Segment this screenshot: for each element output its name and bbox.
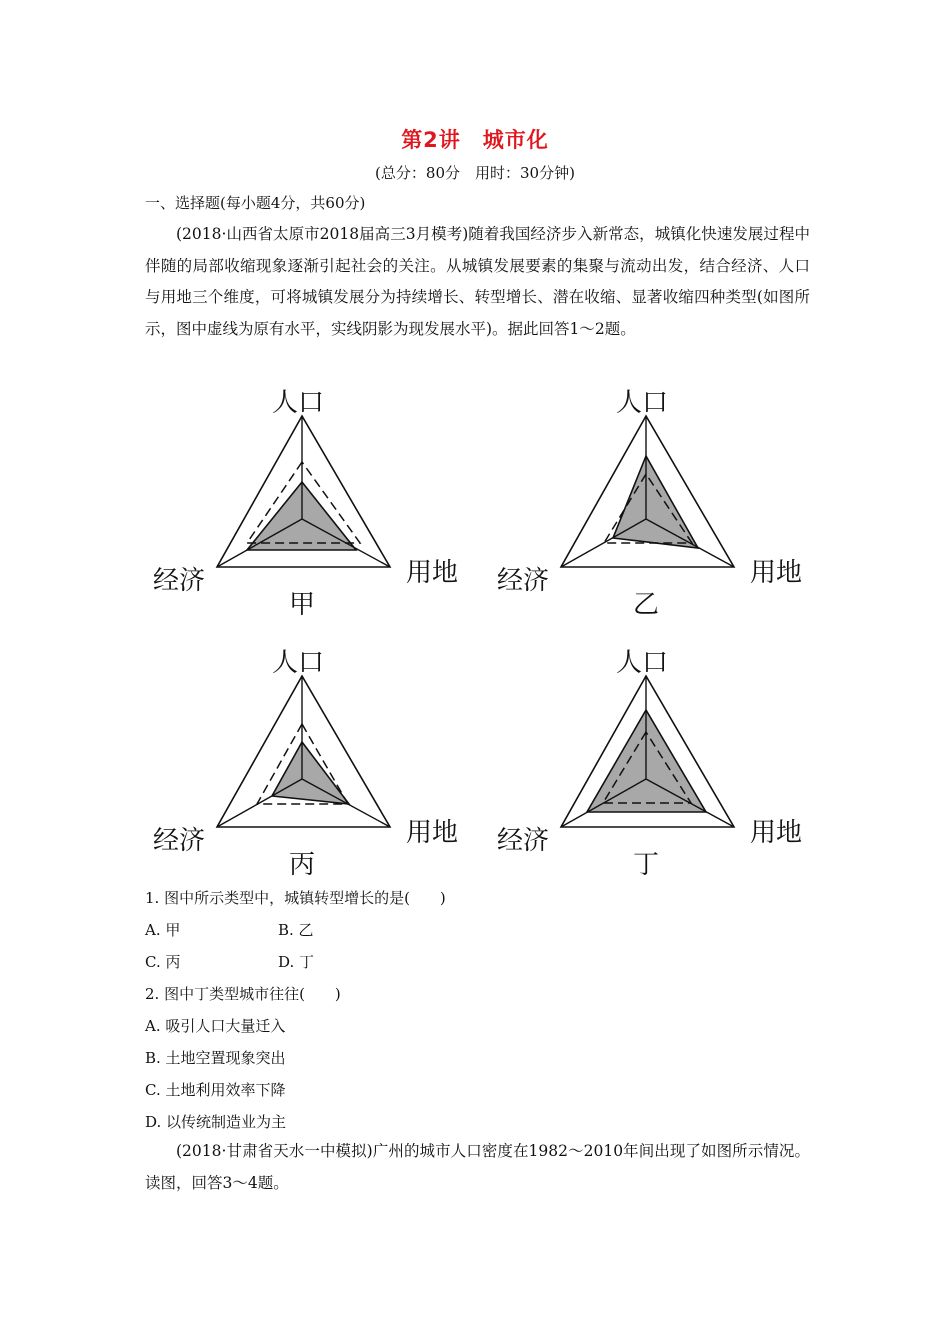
label-population: 人口 [272, 388, 325, 418]
radar-diagram-yi [494, 380, 814, 620]
label-land: 用地 [750, 558, 803, 588]
label-economy: 经济 [497, 566, 550, 596]
question-2-option-c[interactable]: C. 土地利用效率下降 [145, 1081, 286, 1099]
question-1-option-c[interactable]: C. 丙 [145, 953, 181, 971]
diagram-caption: 丁 [633, 850, 660, 880]
label-population: 人口 [616, 388, 669, 418]
label-land: 用地 [406, 818, 459, 848]
diagram-caption: 乙 [633, 590, 660, 620]
current-level-shade [272, 742, 349, 804]
question-2-option-d[interactable]: D. 以传统制造业为主 [145, 1113, 287, 1131]
label-population: 人口 [272, 648, 325, 678]
label-land: 用地 [750, 818, 803, 848]
intro-paragraph-2: (2018·甘肃省天水一中模拟)广州的城市人口密度在1982～2010年间出现了如图所示情况。读图，回答3～4题。 [145, 1142, 810, 1192]
radar-diagram-jia [150, 380, 470, 620]
question-2-stem: 2. 图中丁类型城市往往( ) [145, 985, 341, 1003]
radar-diagram-ding [494, 640, 814, 880]
question-2-option-a[interactable]: A. 吸引人口大量迁入 [145, 1017, 286, 1035]
section-heading: 一、选择题(每小题4分，共60分) [145, 194, 366, 212]
diagram-caption: 丙 [289, 850, 316, 880]
question-1-option-a[interactable]: A. 甲 [145, 921, 181, 939]
question-1-option-d[interactable]: D. 丁 [278, 953, 315, 971]
page-title: 第2讲 城市化 [401, 128, 549, 152]
label-population: 人口 [616, 648, 669, 678]
label-economy: 经济 [153, 826, 206, 856]
question-1-option-b[interactable]: B. 乙 [278, 921, 314, 939]
label-economy: 经济 [497, 826, 550, 856]
question-1-stem: 1. 图中所示类型中，城镇转型增长的是( ) [145, 889, 446, 907]
diagram-caption: 甲 [289, 590, 316, 620]
current-level-shade [613, 456, 698, 548]
question-2-option-b[interactable]: B. 土地空置现象突出 [145, 1049, 286, 1067]
label-land: 用地 [406, 558, 459, 588]
radar-diagram-bing [150, 640, 470, 880]
intro-paragraph-1: (2018·山西省太原市2018届高三3月模考)随着我国经济步入新常态，城镇化快速发展过程中伴随的局部收缩现象逐渐引起社会的关注。从城镇发展要素的集聚与流动出发，结合经济、人口与用地三个维度，可将城镇发展分为持续增长、转型增长、潜在收缩、显著收缩四种类型(如图所示，图中虚线为原有水平，实线阴影为现发展水平)。据此回答1～2题。 [145, 225, 810, 338]
label-economy: 经济 [153, 566, 206, 596]
page-subtitle: (总分：80分 用时：30分钟) [375, 164, 575, 182]
